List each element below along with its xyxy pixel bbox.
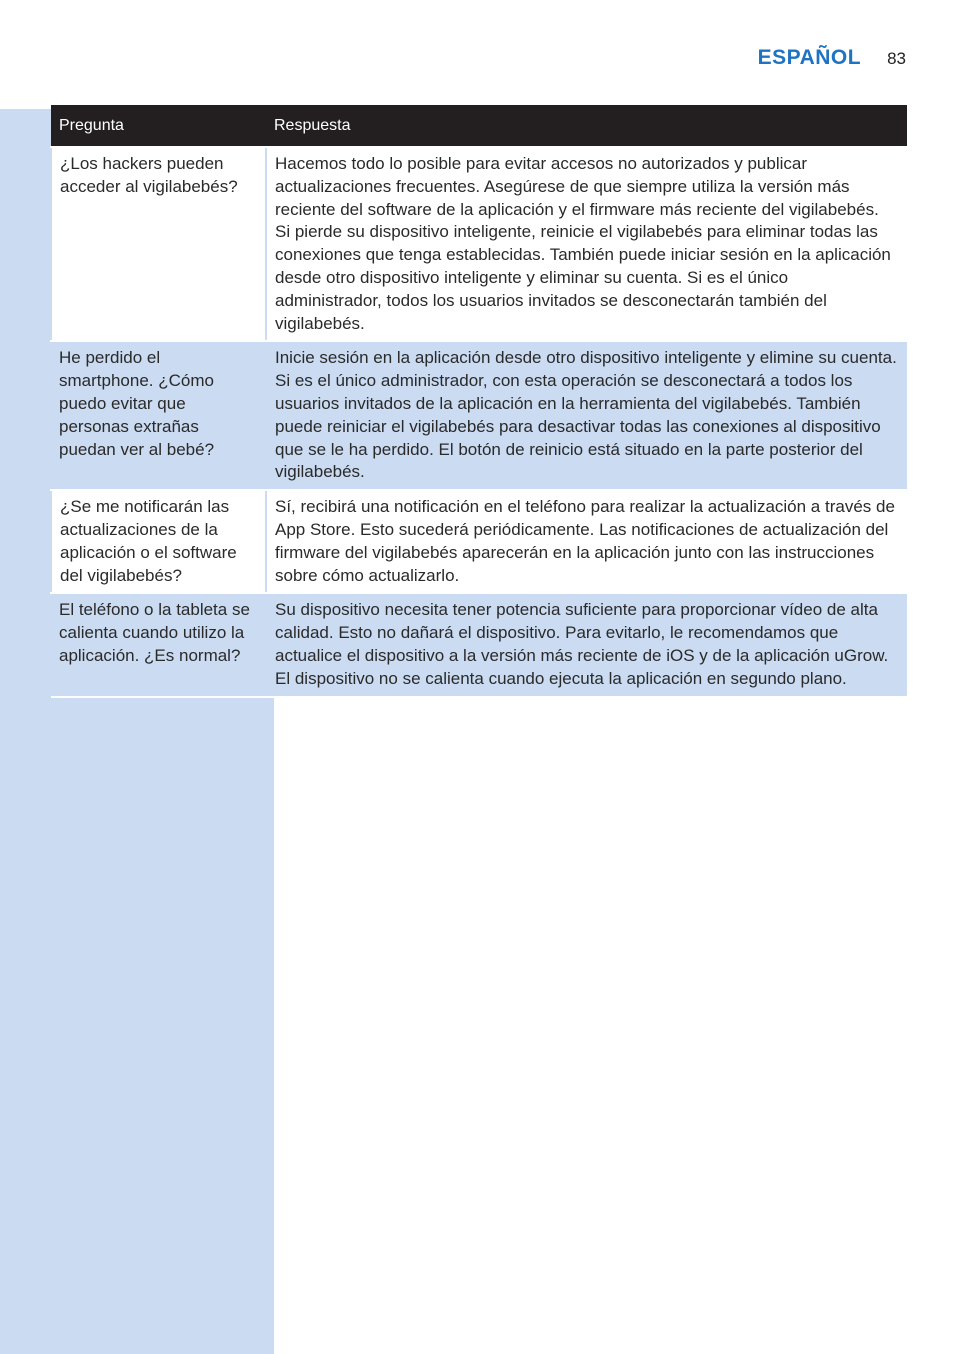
page-header: [758, 46, 906, 70]
answer-cell: Su dispositivo necesita tener potencia suficiente para proporcionar vídeo de alta calidad. Esto no dañará el dispositivo. Para evitarlo, le recomendamos que actualice el dispositivo a la versión más reciente de iOS y de la aplicación uGrow. El dispositivo no se calienta cuando ejecuta la aplicación en segundo plano.: [266, 593, 907, 696]
question-cell: ¿Se me notificarán las actualizaciones de la aplicación o el software del vigilabebés?: [51, 490, 266, 593]
question-cell: He perdido el smartphone. ¿Cómo puedo evitar que personas extrañas puedan ver al bebé?: [51, 341, 266, 490]
language-label: ESPAÑOL: [757, 46, 862, 69]
table-row: [51, 147, 907, 341]
table-header-row: [51, 105, 907, 147]
question-cell: El teléfono o la tableta se calienta cuando utilizo la aplicación. ¿Es normal?: [51, 593, 266, 696]
answer-cell: Hacemos todo lo posible para evitar accesos no autorizados y publicar actualizaciones frecuentes. Asegúrese de que siempre utiliza la versión más reciente del software de la aplicación y el firmware más reciente del vigilabebés. Si pierde su dispositivo inteligente, reinicie el vigilabebés para eliminar todas las conexiones que tenga establecidas. También puede iniciar sesión en la aplicación desde otro dispositivo inteligente y eliminar su cuenta. Si es el único administrador, todos los usuarios invitados se desconectarán también del vigilabebés.: [266, 147, 907, 341]
table-row: [51, 593, 907, 696]
table-row: [51, 490, 907, 593]
column-header-answer: Respuesta: [266, 105, 907, 147]
page-number: 83: [887, 49, 906, 68]
column-header-question: Pregunta: [51, 105, 266, 147]
answer-cell: Inicie sesión en la aplicación desde otro dispositivo inteligente y elimine su cuenta. Si es el único administrador, con esta operación se desconectará a todos los usuarios invitados de la aplicación en la herramienta del vigilabebés. También puede reiniciar el vigilabebés para desactivar todas las conexiones al dispositivo que se le ha perdido. El botón de reinicio está situado en la parte posterior del vigilabebés.: [266, 341, 907, 490]
faq-table: [50, 105, 907, 698]
question-cell: ¿Los hackers pueden acceder al vigilabebés?: [51, 147, 266, 341]
table-row: [51, 341, 907, 490]
answer-cell: Sí, recibirá una notificación en el teléfono para realizar la actualización a través de App Store. Esto sucederá periódicamente. Las notificaciones de actualización del firmware del vigilabebés aparecerán en la aplicación junto con las instrucciones sobre cómo actualizarlo.: [266, 490, 907, 593]
